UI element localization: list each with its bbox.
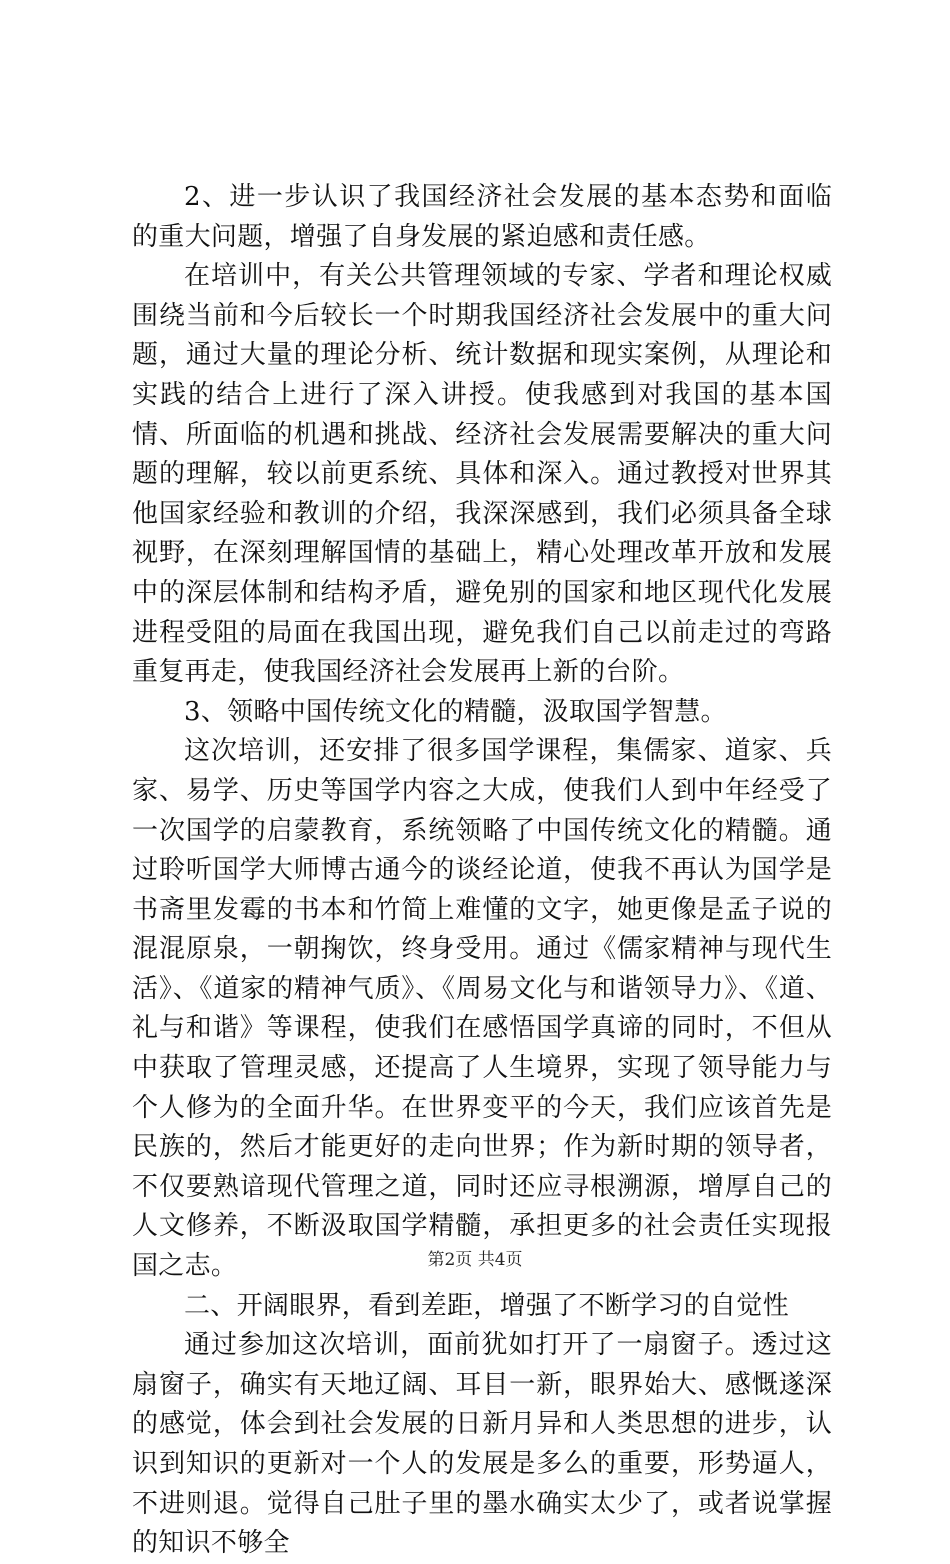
section-heading-part-2: 二、开阔眼界，看到差距，增强了不断学习的自觉性: [184, 1290, 789, 1321]
body-paragraph: 在培训中，有关公共管理领域的专家、学者和理论权威围绕当前和今后较长一个时期我国经济社会发展中的重大问题，通过大量的理论分析、统计数据和现实案例，从理论和实践的结合上进行了深入讲授。使我感到对我国的基本国情、所面临的机遇和挑战、经济社会发展需要解决的重大问题的理解，较以前更系统、具体和深入。通过教授对世界其他国家经验和教训的介绍，我深深感到，我们必须具备全球视野，在深刻理解国情的基础上，精心处理改革开放和发展中的深层体制和结构矛盾，避免别的国家和地区现代化发展进程受阻的局面在我国出现，避免我们自己以前走过的弯路重复再走，使我国经济社会发展再上新的台阶。: [132, 261, 832, 688]
document-body: [132, 178, 832, 1564]
page-number-footer: 第2页 共4页: [427, 1250, 523, 1270]
body-paragraph: 这次培训，还安排了很多国学课程，集儒家、道家、兵家、易学、历史等国学内容之大成，使我们人到中年经受了一次国学的启蒙教育，系统领略了中国传统文化的精髓。通过聆听国学大师博古通今的谈经论道，使我不再认为国学是书斋里发霉的书本和竹简上难懂的文字，她更像是孟子说的混混原泉，一朝掬饮，终身受用。通过《儒家精神与现代生活》、《道家的精神气质》、《周易文化与和谐领导力》、《道、礼与和谐》等课程，使我们在感悟国学真谛的同时，不但从中获取了管理灵感，还提高了人生境界，实现了领导能力与个人修为的全面升华。在世界变平的今天，我们应该首先是民族的，然后才能更好的走向世界；作为新时期的领导者，不仅要熟谙现代管理之道，同时还应寻根溯源，增厚自己的人文修养，不断汲取国学精髓，承担更多的社会责任实现报国之志。: [132, 736, 832, 1282]
body-paragraph: 通过参加这次培训，面前犹如打开了一扇窗子。透过这扇窗子，确实有天地辽阔、耳目一新，眼界始大、感慨遂深的感觉，体会到社会发展的日新月异和人类思想的进步，认识到知识的更新对一个人的发展是多么的重要，形势逼人，不进则退。觉得自己肚子里的墨水确实太少了，或者说掌握的知识不够全: [132, 1330, 832, 1559]
section-heading-2: 2、进一步认识了我国经济社会发展的基本态势和面临的重大问题，增强了自身发展的紧迫感和责任感。: [132, 182, 832, 252]
section-heading-3: 3、领略中国传统文化的精髓，汲取国学智慧。: [184, 696, 727, 727]
